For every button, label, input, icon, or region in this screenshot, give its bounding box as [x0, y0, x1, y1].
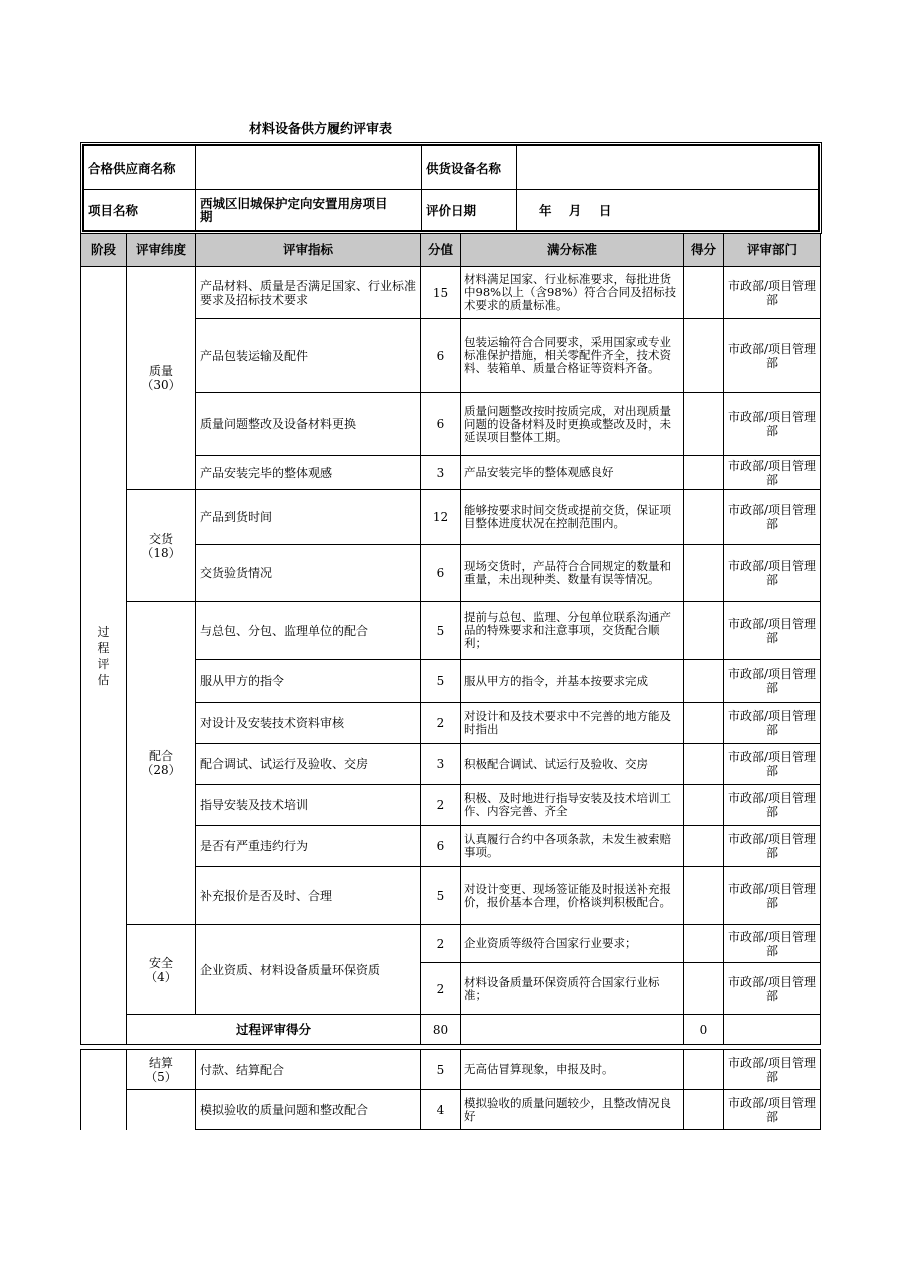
- table-row: [81, 267, 821, 319]
- got-cell[interactable]: [684, 267, 724, 319]
- dim-cooperation: 配合 （28）: [127, 602, 196, 925]
- indicator-cell: 产品到货时间: [196, 490, 421, 545]
- dim-safety: 安全 （4）: [127, 925, 196, 1015]
- score-cell: 5: [421, 867, 461, 925]
- dept-cell: 市政部/项目管理部: [724, 744, 821, 785]
- total-label: 过程评审得分: [127, 1015, 421, 1045]
- indicator-cell: 与总包、分包、监理单位的配合: [196, 602, 421, 660]
- score-cell: 3: [421, 744, 461, 785]
- got-cell[interactable]: [684, 826, 724, 867]
- header-block: [80, 142, 822, 234]
- got-cell[interactable]: [684, 660, 724, 703]
- score-cell: 2: [421, 925, 461, 963]
- table-row: [81, 1050, 821, 1090]
- got-cell[interactable]: [684, 785, 724, 826]
- indicator-cell: 产品包装运输及配件: [196, 319, 421, 393]
- got-cell[interactable]: [684, 703, 724, 744]
- total-dept: [724, 1015, 821, 1045]
- got-cell[interactable]: [684, 393, 724, 456]
- dept-cell: 市政部/项目管理部: [724, 963, 821, 1015]
- col-indicator: 评审指标: [196, 234, 421, 267]
- indicator-cell: 是否有严重违约行为: [196, 826, 421, 867]
- dim-delivery: 交货 （18）: [127, 490, 196, 602]
- got-cell[interactable]: [684, 490, 724, 545]
- score-cell: 6: [421, 319, 461, 393]
- dim-cell-empty: [127, 1090, 196, 1130]
- supplier-value[interactable]: [196, 146, 422, 190]
- indicator-cell: 产品材料、质量是否满足国家、行业标准要求及招标技术要求: [196, 267, 421, 319]
- indicator-cell: 交货验货情况: [196, 545, 421, 602]
- dept-cell: 市政部/项目管理部: [724, 826, 821, 867]
- total-row: [81, 1015, 821, 1045]
- col-got: 得分: [684, 234, 724, 267]
- standard-cell: 模拟验收的质量问题较少，且整改情况良好: [461, 1090, 684, 1130]
- standard-cell: 企业资质等级符合国家行业要求；: [461, 925, 684, 963]
- dept-cell: 市政部/项目管理部: [724, 660, 821, 703]
- standard-cell: 对设计变更、现场签证能及时报送补充报价，报价基本合理，价格谈判积极配合。: [461, 867, 684, 925]
- score-cell: 5: [421, 660, 461, 703]
- standard-cell: 现场交货时，产品符合合同规定的数量和重量，未出现种类、数量有误等情况。: [461, 545, 684, 602]
- dept-cell: 市政部/项目管理部: [724, 703, 821, 744]
- date-label: 评价日期: [422, 190, 517, 231]
- dept-cell: 市政部/项目管理部: [724, 867, 821, 925]
- dept-cell: 市政部/项目管理部: [724, 545, 821, 602]
- indicator-cell: 配合调试、试运行及验收、交房: [196, 744, 421, 785]
- review-table: [80, 233, 821, 1130]
- col-stage: 阶段: [81, 234, 127, 267]
- supplier-label: 合格供应商名称: [84, 146, 196, 190]
- stage-process: 过 程 评 估: [81, 267, 127, 1045]
- stage-cell-2: [81, 1050, 127, 1130]
- indicator-cell: 付款、结算配合: [196, 1050, 421, 1090]
- got-cell[interactable]: [684, 963, 724, 1015]
- score-cell: 5: [421, 1050, 461, 1090]
- indicator-cell: 补充报价是否及时、合理: [196, 867, 421, 925]
- standard-cell: 无高估冒算现象，申报及时。: [461, 1050, 684, 1090]
- dept-cell: 市政部/项目管理部: [724, 456, 821, 490]
- got-cell[interactable]: [684, 319, 724, 393]
- dim-quality: 质量 （30）: [127, 267, 196, 490]
- indicator-cell: 服从甲方的指令: [196, 660, 421, 703]
- standard-cell: 材料满足国家、行业标准要求，每批进货中98%以上（含98%）符合合同及招标技术要求的质量标准。: [461, 267, 684, 319]
- dim-settlement: 结算 （5）: [127, 1050, 196, 1090]
- project-label: 项目名称: [84, 190, 196, 231]
- got-cell[interactable]: [684, 545, 724, 602]
- standard-cell: 质量问题整改按时按质完成，对出现质量问题的设备材料及时更换或整改及时，未延误项目整体工期。: [461, 393, 684, 456]
- dept-cell: 市政部/项目管理部: [724, 785, 821, 826]
- got-cell[interactable]: [684, 925, 724, 963]
- score-cell: 5: [421, 602, 461, 660]
- got-cell[interactable]: [684, 867, 724, 925]
- got-cell[interactable]: [684, 1090, 724, 1130]
- date-value: 年 月 日: [517, 190, 819, 231]
- score-cell: 6: [421, 826, 461, 867]
- standard-cell: 材料设备质量环保资质符合国家行业标准；: [461, 963, 684, 1015]
- dept-cell: 市政部/项目管理部: [724, 490, 821, 545]
- total-score: 80: [421, 1015, 461, 1045]
- score-cell: 2: [421, 785, 461, 826]
- dept-cell: 市政部/项目管理部: [724, 267, 821, 319]
- standard-cell: 产品安装完毕的整体观感良好: [461, 456, 684, 490]
- page-title: 材料设备供方履约评审表: [249, 122, 393, 137]
- table-row: [81, 602, 821, 660]
- got-cell[interactable]: [684, 1050, 724, 1090]
- equipment-value[interactable]: [517, 146, 819, 190]
- table-row: [81, 1090, 821, 1130]
- equipment-label: 供货设备名称: [422, 146, 517, 190]
- got-cell[interactable]: [684, 456, 724, 490]
- col-score: 分值: [421, 234, 461, 267]
- table-header-row: [81, 234, 821, 267]
- total-standard: [461, 1015, 684, 1045]
- dept-cell: 市政部/项目管理部: [724, 1090, 821, 1130]
- score-cell: 2: [421, 703, 461, 744]
- score-cell: 15: [421, 267, 461, 319]
- project-value: 西城区旧城保护定向安置用房项目 期: [196, 190, 422, 231]
- standard-cell: 能够按要求时间交货或提前交货，保证项目整体进度状况在控制范围内。: [461, 490, 684, 545]
- dept-cell: 市政部/项目管理部: [724, 925, 821, 963]
- col-dept: 评审部门: [724, 234, 821, 267]
- standard-cell: 积极配合调试、试运行及验收、交房: [461, 744, 684, 785]
- score-cell: 6: [421, 393, 461, 456]
- indicator-cell: 对设计及安装技术资料审核: [196, 703, 421, 744]
- score-cell: 2: [421, 963, 461, 1015]
- table-row: [81, 490, 821, 545]
- col-standard: 满分标准: [461, 234, 684, 267]
- col-dimension: 评审纬度: [127, 234, 196, 267]
- dept-cell: 市政部/项目管理部: [724, 319, 821, 393]
- indicator-cell: 产品安装完毕的整体观感: [196, 456, 421, 490]
- indicator-cell: 模拟验收的质量问题和整改配合: [196, 1090, 421, 1130]
- score-cell: 12: [421, 490, 461, 545]
- standard-cell: 积极、及时地进行指导安装及技术培训工作、内容完善、齐全: [461, 785, 684, 826]
- standard-cell: 认真履行合约中各项条款，未发生被索赔事项。: [461, 826, 684, 867]
- indicator-cell: 质量问题整改及设备材料更换: [196, 393, 421, 456]
- got-cell[interactable]: [684, 744, 724, 785]
- score-cell: 3: [421, 456, 461, 490]
- standard-cell: 服从甲方的指令，并基本按要求完成: [461, 660, 684, 703]
- standard-cell: 提前与总包、监理、分包单位联系沟通产品的特殊要求和注意事项，交货配合顺利；: [461, 602, 684, 660]
- total-got: 0: [684, 1015, 724, 1045]
- got-cell[interactable]: [684, 602, 724, 660]
- standard-cell: 包装运输符合合同要求，采用国家或专业标准保护措施，相关零配件齐全，技术资料、装箱单、质量合格证等资料齐备。: [461, 319, 684, 393]
- score-cell: 6: [421, 545, 461, 602]
- table-row: [81, 925, 821, 963]
- indicator-cell: 指导安装及技术培训: [196, 785, 421, 826]
- dept-cell: 市政部/项目管理部: [724, 602, 821, 660]
- standard-cell: 对设计和及技术要求中不完善的地方能及时指出: [461, 703, 684, 744]
- dept-cell: 市政部/项目管理部: [724, 393, 821, 456]
- score-cell: 4: [421, 1090, 461, 1130]
- indicator-cell: 企业资质、材料设备质量环保资质: [196, 925, 421, 1015]
- dept-cell: 市政部/项目管理部: [724, 1050, 821, 1090]
